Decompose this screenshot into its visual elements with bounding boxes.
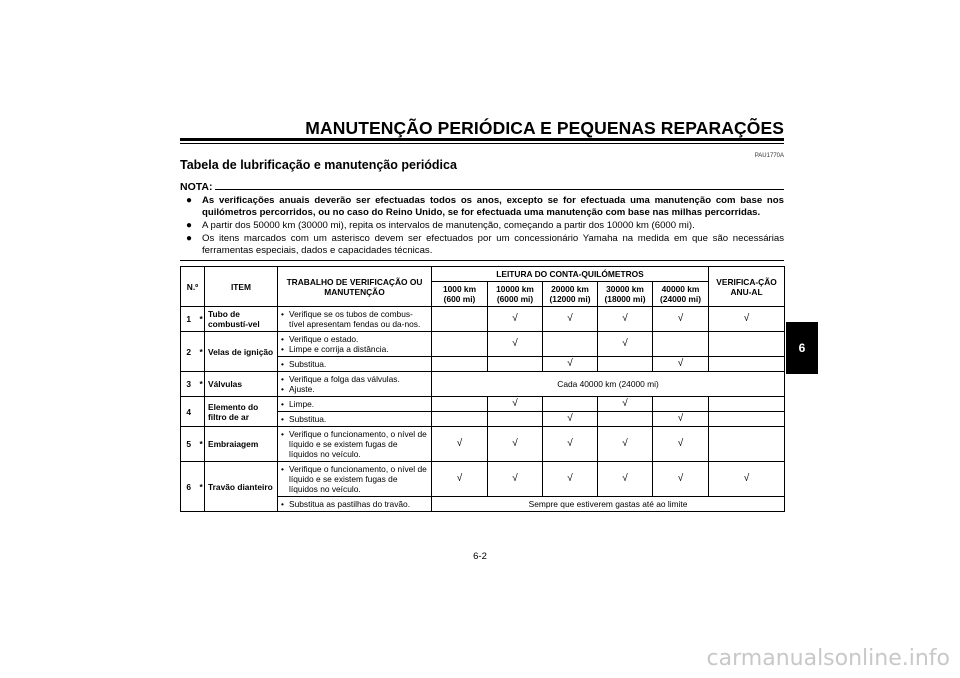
table-row (181, 462, 785, 497)
check-cell (432, 307, 488, 332)
check-cell (598, 462, 653, 497)
work-text: Verifique o funcionamento, o nível de líquido e se existem fugas de líquidos no veículo. (289, 429, 427, 459)
check-mark-icon: √ (567, 313, 573, 324)
header-annual: VERIFICA-ÇÃO ANU-AL (709, 267, 785, 307)
check-cell (709, 332, 785, 357)
item-name: Embraiagem (205, 427, 278, 462)
check-cell (432, 412, 488, 427)
check-cell (488, 397, 543, 412)
check-cell (653, 357, 709, 372)
header-interval (653, 282, 709, 307)
row-number: 2 (181, 332, 197, 372)
work-item (281, 464, 428, 494)
bullet-icon: • (281, 359, 284, 369)
bullet-icon: • (281, 334, 284, 344)
check-mark-icon: √ (567, 473, 573, 484)
watermark: carmanualsonline.info (706, 646, 950, 671)
work-item (281, 344, 428, 354)
reference-code: PAU1770A (754, 153, 784, 159)
work-cell (278, 372, 432, 397)
header-item: ITEM (205, 267, 278, 307)
check-cell (598, 412, 653, 427)
note-text: As verificações anuais deverão ser efectuadas todos os anos, excepto se for efectuada uma manutenção com base nos quilómetros percorridos, ou no caso do Reino Unido, se for efectuada uma manutenção com base nas milhas percorridas. (202, 195, 784, 219)
table-rule (180, 260, 784, 261)
work-cell (278, 307, 432, 332)
check-mark-icon: √ (456, 473, 463, 484)
check-cell (488, 332, 543, 357)
note-label: NOTA: (180, 181, 215, 193)
check-cell (653, 397, 709, 412)
page-title: MANUTENÇÃO PERIÓDICA E PEQUENAS REPARAÇÕES (305, 118, 784, 138)
work-text: Verifique a folga das válvulas. (289, 374, 400, 384)
interval-km: 20000 km (551, 284, 589, 294)
bullet-icon: • (281, 464, 284, 474)
header-interval (543, 282, 598, 307)
table-header-row (181, 267, 785, 282)
bullet-icon: • (281, 309, 284, 319)
check-cell (598, 397, 653, 412)
asterisk-mark: * (197, 372, 205, 397)
item-name: Travão dianteiro (205, 462, 278, 512)
bullet-icon: • (281, 344, 284, 354)
check-cell (653, 307, 709, 332)
bullet-icon: • (281, 384, 284, 394)
check-cell (543, 462, 598, 497)
note-item (186, 195, 784, 219)
work-item (281, 334, 428, 344)
work-item (281, 359, 428, 369)
check-cell (432, 357, 488, 372)
check-mark-icon: √ (743, 473, 750, 484)
item-name: Elemento do filtro de ar (205, 397, 278, 427)
work-item (281, 374, 428, 384)
note-rule (214, 189, 784, 190)
title-rule (180, 138, 784, 141)
table-row (181, 397, 785, 412)
work-item (281, 309, 428, 329)
check-mark-icon: √ (512, 438, 518, 449)
check-cell (543, 397, 598, 412)
check-cell (432, 427, 488, 462)
check-cell (598, 357, 653, 372)
check-mark-icon: √ (622, 338, 628, 349)
page-number: 6-2 (473, 551, 487, 562)
header-odometer: LEITURA DO CONTA-QUILÓMETROS (432, 267, 709, 282)
table-row (181, 332, 785, 357)
item-name: Válvulas (205, 372, 278, 397)
check-cell (598, 427, 653, 462)
interval-mi: (24000 mi) (660, 294, 701, 304)
check-cell (598, 307, 653, 332)
check-mark-icon: √ (512, 313, 518, 324)
check-cell (543, 307, 598, 332)
check-cell (488, 462, 543, 497)
item-name: Tubo de combustí-vel (205, 307, 278, 332)
interval-note: Sempre que estiverem gastas até ao limite (432, 497, 785, 512)
check-cell (709, 412, 785, 427)
asterisk-mark: * (197, 332, 205, 372)
chapter-tab[interactable]: 6 (786, 322, 818, 374)
work-cell (278, 427, 432, 462)
check-cell (709, 307, 785, 332)
interval-km: 1000 km (442, 284, 477, 294)
check-cell (709, 427, 785, 462)
check-mark-icon: √ (567, 438, 573, 449)
check-mark-icon: √ (622, 313, 628, 324)
row-number: 3 (181, 372, 197, 397)
bullet-icon: ● (186, 219, 193, 231)
interval-mi: (6000 mi) (496, 294, 534, 304)
interval-km: 10000 km (496, 284, 534, 294)
work-cell (278, 412, 432, 427)
note-item (186, 220, 784, 232)
title-rule-thin (180, 143, 784, 144)
header-num: N.º (181, 267, 205, 307)
check-mark-icon: √ (677, 413, 684, 424)
note-item (186, 233, 784, 257)
check-cell (653, 332, 709, 357)
work-text: Substitua. (289, 414, 327, 424)
asterisk-mark: * (197, 462, 205, 512)
check-cell (709, 462, 785, 497)
work-text: Ajuste. (289, 384, 315, 394)
check-mark-icon: √ (512, 398, 518, 409)
check-mark-icon: √ (622, 398, 628, 409)
row-number: 5 (181, 427, 197, 462)
interval-km: 30000 km (606, 284, 644, 294)
asterisk-mark: * (197, 427, 205, 462)
work-text: Limpe e corrija a distância. (289, 344, 389, 354)
row-number: 1 (181, 307, 197, 332)
header-interval (598, 282, 653, 307)
work-text: Substitua as pastilhas do travão. (289, 499, 411, 509)
table-row (181, 427, 785, 462)
note-text: A partir dos 50000 km (30000 mi), repita os intervalos de manutenção, começando a partir dos 10000 km (6000 mi). (202, 219, 695, 231)
check-cell (709, 357, 785, 372)
table-row (181, 372, 785, 397)
check-mark-icon: √ (622, 473, 628, 484)
interval-mi: (18000 mi) (604, 294, 646, 304)
check-cell (653, 412, 709, 427)
check-mark-icon: √ (743, 313, 750, 324)
work-cell (278, 357, 432, 372)
check-cell (488, 357, 543, 372)
check-mark-icon: √ (456, 438, 463, 449)
check-mark-icon: √ (677, 473, 684, 484)
interval-note: Cada 40000 km (24000 mi) (432, 372, 785, 397)
asterisk-mark: * (197, 307, 205, 332)
check-mark-icon: √ (677, 438, 684, 449)
work-text: Verifique o estado. (289, 334, 359, 344)
row-number: 4 (181, 397, 197, 427)
bullet-icon: • (281, 499, 284, 509)
work-text: Verifique se os tubos de combus-tível apresentam fendas ou da-nos. (289, 309, 421, 329)
check-mark-icon: √ (622, 438, 628, 449)
header-interval (488, 282, 543, 307)
work-item (281, 399, 428, 409)
work-item (281, 384, 428, 394)
check-cell (653, 462, 709, 497)
check-mark-icon: √ (677, 358, 684, 369)
work-cell (278, 497, 432, 512)
check-mark-icon: √ (512, 473, 518, 484)
row-number: 6 (181, 462, 197, 512)
maintenance-table (180, 266, 785, 512)
check-cell (598, 332, 653, 357)
interval-km: 40000 km (661, 284, 700, 294)
check-cell (543, 427, 598, 462)
bullet-icon: • (281, 399, 284, 409)
check-cell (543, 332, 598, 357)
note-list (186, 195, 784, 258)
check-cell (543, 412, 598, 427)
table-body (181, 307, 785, 512)
work-cell (278, 332, 432, 357)
bullet-icon: • (281, 429, 284, 439)
work-cell (278, 397, 432, 412)
check-cell (432, 332, 488, 357)
bullet-icon: ● (186, 195, 193, 206)
asterisk-mark (197, 397, 205, 427)
item-name: Velas de ignição (205, 332, 278, 372)
header-work: TRABALHO DE VERIFICAÇÃO OU MANUTENÇÃO (278, 267, 432, 307)
note-text: Os itens marcados com um asterisco devem ser efectuados por um concessionário Yamaha na medida em que são necessárias ferramentas especiais, dados e capacidades técnicas. (202, 232, 784, 256)
work-text: Limpe. (289, 399, 315, 409)
check-cell (543, 357, 598, 372)
work-cell (278, 462, 432, 497)
interval-mi: (600 mi) (443, 294, 476, 304)
bullet-icon: ● (186, 232, 193, 244)
bullet-icon: • (281, 414, 284, 424)
work-text: Substitua. (289, 359, 327, 369)
bullet-icon: • (281, 374, 284, 384)
check-cell (432, 462, 488, 497)
check-cell (653, 427, 709, 462)
header-interval (432, 282, 488, 307)
check-mark-icon: √ (567, 358, 573, 369)
check-cell (709, 397, 785, 412)
check-mark-icon: √ (512, 338, 518, 349)
work-item (281, 414, 428, 424)
section-title: Tabela de lubrificação e manutenção periódica (180, 158, 457, 172)
work-text: Verifique o funcionamento, o nível de líquido e se existem fugas de líquidos no veículo. (289, 464, 427, 494)
check-cell (432, 397, 488, 412)
check-cell (488, 427, 543, 462)
check-mark-icon: √ (567, 413, 573, 424)
work-item (281, 499, 428, 509)
check-mark-icon: √ (677, 313, 684, 324)
table-row (181, 307, 785, 332)
check-cell (488, 307, 543, 332)
interval-mi: (12000 mi) (549, 294, 591, 304)
work-item (281, 429, 428, 459)
check-cell (488, 412, 543, 427)
